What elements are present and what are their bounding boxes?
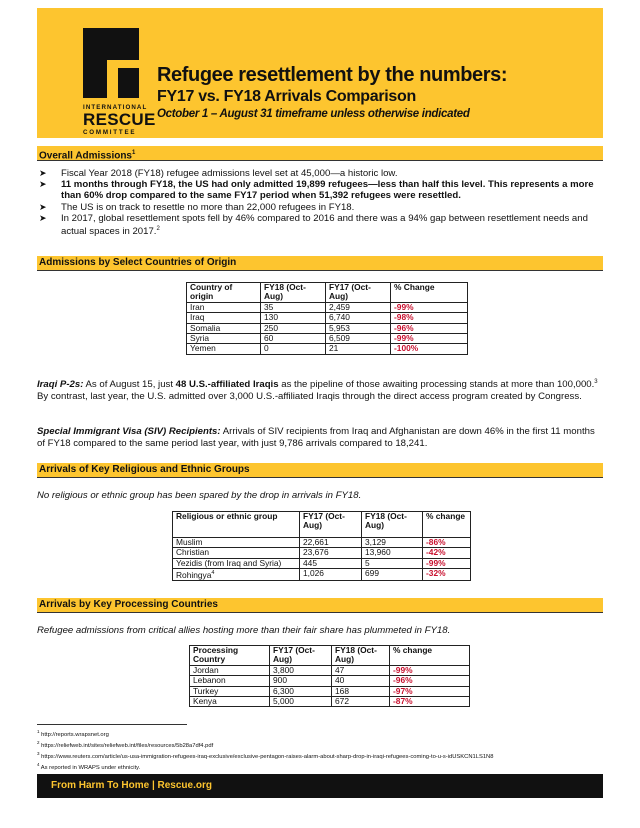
table-header-cell: Country of origin (187, 283, 261, 303)
processing-table (189, 645, 470, 707)
table-row: Muslim 22,661 3,129 -86% (173, 538, 471, 548)
countries-table (186, 282, 468, 355)
footnote-ref: 2 (156, 226, 160, 233)
paragraph-lead: Iraqi P-2s: (37, 379, 84, 391)
irc-logo-mark-icon (83, 28, 139, 98)
processing-intro: Refugee admissions from critical allies hosting more than their fair share has plummeted in FY18. (37, 625, 451, 636)
table-row: Turkey 6,300 168 -97% (190, 686, 470, 696)
table-row: Kenya 5,000 672 -87% (190, 697, 470, 707)
bullet-item: ➤ 11 months through FY18, the US had only admitted 19,899 refugees—less than half this level. This represents a more than 60% drop compared to the same FY17 period when 51,392 refugees were resettled. (39, 179, 594, 202)
table-header-cell: % Change (391, 283, 468, 303)
footnote-ref: 4 (211, 570, 215, 577)
arrow-bullet-icon: ➤ (39, 179, 47, 190)
arrow-bullet-icon: ➤ (39, 212, 47, 223)
section-title: Arrivals by Key Processing Countries (39, 599, 218, 610)
footnote-divider (37, 724, 187, 725)
siv-paragraph: Special Immigrant Visa (SIV) Recipients: Arrivals of SIV recipients from Iraq and Afghanistan are down 46% in the first 11 months of FY18 compared to the same period last year, with just 9,786 arrivals compared to 18,241. (37, 426, 595, 449)
table-header-row (187, 283, 468, 303)
section-title: Admissions by Select Countries of Origin (39, 257, 237, 268)
footer-text: From Harm To Home | Rescue.org (51, 780, 212, 791)
table-header-cell: FY17 (Oct-Aug) (300, 512, 362, 538)
table-header-cell: FY18 (Oct-Aug) (261, 283, 326, 303)
table-row: Iraq 130 6,740 -98% (187, 313, 468, 323)
section-religious-ethnic-groups (37, 463, 603, 478)
bullet-item: ➤ The US is on track to resettle no more than 22,000 refugees in FY18. (39, 201, 355, 213)
table-row: Lebanon 900 40 -96% (190, 676, 470, 686)
table-header-row (173, 512, 471, 538)
paragraph-lead: Special Immigrant Visa (SIV) Recipients: (37, 426, 221, 437)
table-row: Yezidis (from Iraq and Syria) 445 5 -99% (173, 558, 471, 568)
table-row: Syria 60 6,509 -99% (187, 334, 468, 344)
table-header-cell: Religious or ethnic group (173, 512, 300, 538)
table-header-cell: % change (423, 512, 471, 538)
overall-bullets (37, 168, 603, 237)
footnote-ref: 3 (594, 379, 598, 385)
footnote-item: $^2$ https://reliefweb.int/sites/reliefweb.int/files/resources/5b28a7df4.pdf (37, 740, 214, 749)
arrow-bullet-icon: ➤ (39, 168, 47, 178)
iraqi-p2-paragraph: Iraqi P-2s: As of August 15, just 48 U.S.-affiliated Iraqis as the pipeline of those awaiting processing stands at more than 100,000.$^3$ By contrast, last year, the U.S. admitted over 3,000 U.S.-affiliated Iraqis through the direct access program created by Congress. (37, 379, 598, 402)
footer-bar (37, 774, 603, 798)
footnote-item: $^1$ http://reports.wrapsnet.org (37, 729, 109, 738)
religious-intro: No religious or ethnic group has been spared by the drop in arrivals in FY18. (37, 490, 362, 501)
bullet-item: ➤ Fiscal Year 2018 (FY18) refugee admissions level set at 45,000—a historic low. (39, 168, 398, 179)
section-countries-of-origin (37, 256, 603, 271)
header-banner (37, 8, 603, 138)
table-row: Iran 35 2,459 -99% (187, 302, 468, 312)
table-header-row (190, 646, 470, 666)
table-row: Somalia 250 5,953 -96% (187, 323, 468, 333)
logo-line-1: INTERNATIONAL (83, 104, 148, 111)
footnote-item: $^4$ As reported in WRAPS under ethnicity. (37, 762, 141, 771)
page-subtitle: FY17 vs. FY18 Arrivals Comparison (157, 88, 416, 105)
bullet-item: ➤ In 2017, global resettlement spots fell by 46% compared to 2016 and there was a 94% gap between resettlement needs and actual spaces in 2017.$^2$ (39, 212, 588, 238)
footnote-item: $^3$ https://www.reuters.com/article/us-usa-immigration-refugees-iraq-exclusive/exclusive-pentagon-raises-alarm-about-sharp-drop-in-iraqi-refugees-coming-to-u-s-idUSKCN1LS1N8 (37, 751, 494, 760)
footnote-ref: 1 (132, 150, 136, 156)
page-title: Refugee resettlement by the numbers: (157, 64, 508, 86)
footnotes (37, 728, 577, 772)
logo-line-2: RESCUE (83, 110, 156, 129)
table-row: Rohingya$^4$ 1,026 699 -32% (173, 569, 471, 581)
table-row: Jordan 3,800 47 -99% (190, 665, 470, 675)
irc-logo (83, 28, 156, 138)
table-header-cell: FY17 (Oct-Aug) (270, 646, 332, 666)
timeframe-note: October 1 – August 31 timeframe unless otherwise indicated (157, 108, 470, 120)
table-header-cell: FY18 (Oct-Aug) (332, 646, 390, 666)
section-overall-admissions (37, 146, 603, 161)
table-header-cell: FY18 (Oct-Aug) (362, 512, 423, 538)
table-row: Yemen 0 21 -100% (187, 344, 468, 354)
section-title: Overall Admissions (39, 150, 132, 162)
table-header-cell: % change (390, 646, 470, 666)
table-header-cell: Processing Country (190, 646, 270, 666)
religious-table (172, 511, 471, 581)
table-header-cell: FY17 (Oct-Aug) (326, 283, 391, 303)
section-processing-countries (37, 598, 603, 613)
arrow-bullet-icon: ➤ (39, 201, 47, 212)
section-title: Arrivals of Key Religious and Ethnic Groups (39, 464, 250, 475)
table-row: Christian 23,676 13,960 -42% (173, 548, 471, 558)
logo-line-3: COMMITTEE (83, 129, 137, 136)
